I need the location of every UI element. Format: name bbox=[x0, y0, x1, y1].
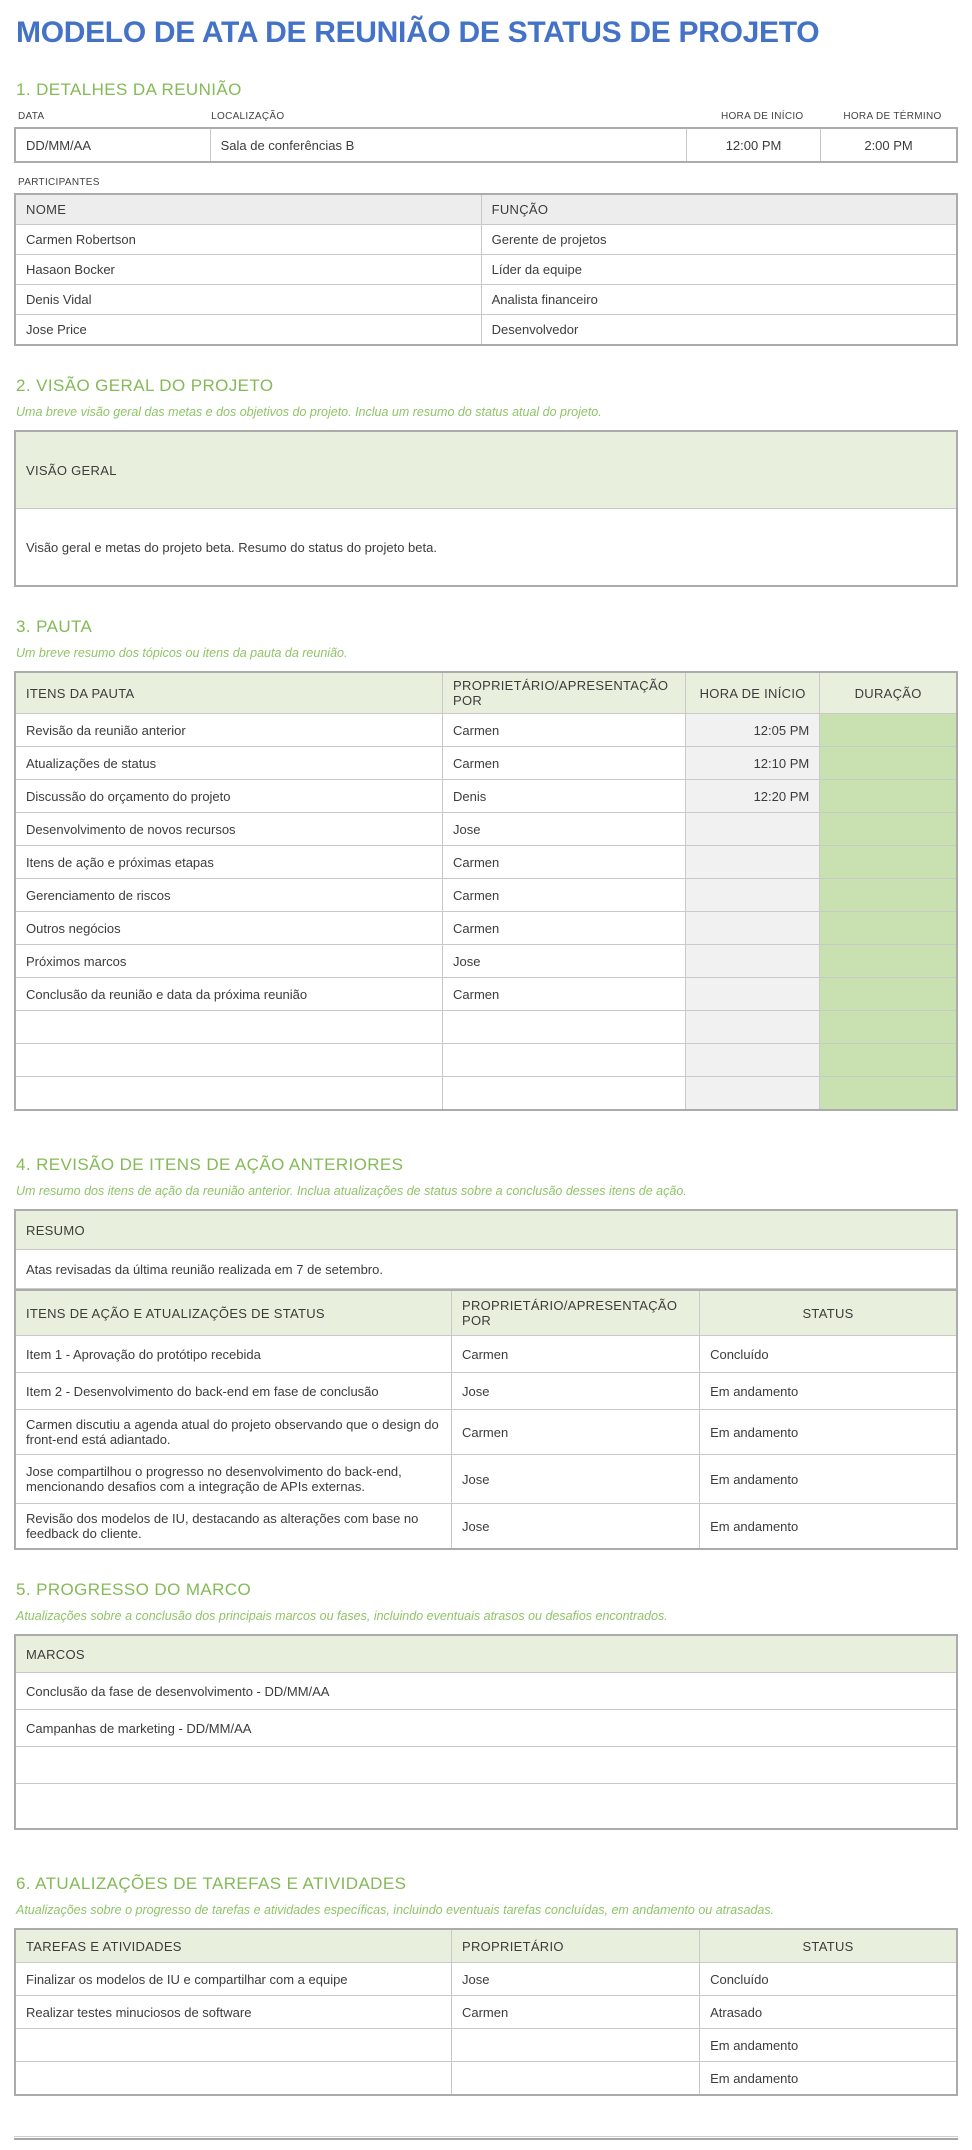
table-row bbox=[15, 2062, 957, 2096]
agenda-item bbox=[15, 1011, 443, 1044]
header-action-items: ITENS DE AÇÃO E ATUALIZAÇÕES DE STATUS bbox=[15, 1290, 451, 1336]
table-row bbox=[15, 255, 957, 285]
section-6-description: Atualizações sobre o progresso de tarefas e atividades específicas, incluindo eventuais tarefas concluídas, em andamento ou atrasadas. bbox=[16, 1903, 775, 1917]
date-cell: DD/MM/AA bbox=[15, 128, 210, 162]
section-action-items-review bbox=[14, 1155, 958, 1550]
action-owner: Carmen bbox=[451, 1410, 699, 1455]
header-start-time: HORA DE INÍCIO bbox=[686, 672, 820, 714]
agenda-start bbox=[686, 912, 820, 945]
agenda-start bbox=[686, 813, 820, 846]
action-items-table bbox=[14, 1289, 958, 1550]
action-status: Em andamento bbox=[700, 1504, 957, 1550]
action-item: Carmen discutiu a agenda atual do projeto observando que o design do front-end está adiantado. bbox=[15, 1410, 451, 1455]
agenda-item: Próximos marcos bbox=[15, 945, 443, 978]
table-header-row bbox=[15, 194, 957, 225]
action-item: Jose compartilhou o progresso no desenvolvimento do back-end, mencionando desafios com a integração de APIs externas. bbox=[15, 1455, 451, 1504]
section-meeting-details bbox=[14, 80, 958, 346]
label-start-time: HORA DE INÍCIO bbox=[720, 111, 804, 122]
details-column-labels bbox=[14, 109, 958, 124]
agenda-duration bbox=[820, 813, 957, 846]
task-owner: Jose bbox=[451, 1963, 699, 1996]
action-owner: Jose bbox=[451, 1373, 699, 1410]
summary-text-cell: Atas revisadas da última reunião realizada em 7 de setembro. bbox=[15, 1250, 957, 1289]
agenda-owner: Denis bbox=[443, 780, 686, 813]
section-agenda bbox=[14, 617, 958, 1111]
participant-name: Carmen Robertson bbox=[15, 225, 481, 255]
agenda-owner: Carmen bbox=[443, 978, 686, 1011]
table-row bbox=[15, 846, 957, 879]
table-row bbox=[15, 1011, 957, 1044]
table-row bbox=[15, 1673, 957, 1710]
page-title: MODELO DE ATA DE REUNIÃO DE STATUS DE PROJETO bbox=[16, 16, 820, 49]
agenda-owner bbox=[443, 1011, 686, 1044]
section-4-heading: 4. REVISÃO DE ITENS DE AÇÃO ANTERIORES bbox=[16, 1155, 404, 1174]
milestones-table bbox=[14, 1634, 958, 1830]
section-1-heading: 1. DETALHES DA REUNIÃO bbox=[16, 80, 242, 99]
agenda-duration bbox=[820, 1077, 957, 1111]
table-header-row bbox=[15, 1929, 957, 1963]
header-overview: VISÃO GERAL bbox=[15, 431, 957, 509]
table-row bbox=[15, 1710, 957, 1747]
table-header-row bbox=[15, 1210, 957, 1250]
agenda-item: Atualizações de status bbox=[15, 747, 443, 780]
action-owner: Jose bbox=[451, 1455, 699, 1504]
section-3-heading: 3. PAUTA bbox=[16, 617, 93, 636]
header-owner: PROPRIETÁRIO bbox=[451, 1929, 699, 1963]
table-row bbox=[15, 1077, 957, 1111]
agenda-item: Gerenciamento de riscos bbox=[15, 879, 443, 912]
agenda-item: Revisão da reunião anterior bbox=[15, 714, 443, 747]
section-project-overview bbox=[14, 376, 958, 587]
agenda-owner bbox=[443, 1077, 686, 1111]
agenda-start: 12:20 PM bbox=[686, 780, 820, 813]
agenda-duration bbox=[820, 1044, 957, 1077]
table-row bbox=[15, 1996, 957, 2029]
label-end-time: HORA DE TÉRMINO bbox=[843, 111, 942, 122]
table-row bbox=[15, 945, 957, 978]
action-status: Em andamento bbox=[700, 1455, 957, 1504]
action-status: Em andamento bbox=[700, 1373, 957, 1410]
header-owner: PROPRIETÁRIO/APRESENTAÇÃO POR bbox=[443, 672, 686, 714]
action-status: Concluído bbox=[700, 1336, 957, 1373]
milestone-cell: Conclusão da fase de desenvolvimento - DD/MM/AA bbox=[15, 1673, 957, 1710]
action-owner: Carmen bbox=[451, 1336, 699, 1373]
header-summary: RESUMO bbox=[15, 1210, 957, 1250]
agenda-item: Outros negócios bbox=[15, 912, 443, 945]
agenda-owner bbox=[443, 1044, 686, 1077]
table-row bbox=[15, 1044, 957, 1077]
table-row bbox=[15, 714, 957, 747]
header-milestones: MARCOS bbox=[15, 1635, 957, 1673]
table-row bbox=[15, 879, 957, 912]
table-row bbox=[15, 747, 957, 780]
table-row bbox=[15, 285, 957, 315]
agenda-item: Desenvolvimento de novos recursos bbox=[15, 813, 443, 846]
agenda-item: Conclusão da reunião e data da próxima reunião bbox=[15, 978, 443, 1011]
task-owner bbox=[451, 2062, 699, 2096]
task-owner bbox=[451, 2029, 699, 2062]
participant-role: Líder da equipe bbox=[481, 255, 957, 285]
section-2-description: Uma breve visão geral das metas e dos objetivos do projeto. Inclua um resumo do status atual do projeto. bbox=[16, 405, 602, 419]
header-role: FUNÇÃO bbox=[481, 194, 957, 225]
header-status: STATUS bbox=[700, 1290, 957, 1336]
participant-name: Denis Vidal bbox=[15, 285, 481, 315]
agenda-owner: Carmen bbox=[443, 714, 686, 747]
agenda-table bbox=[14, 671, 958, 1111]
agenda-item bbox=[15, 1077, 443, 1111]
table-row bbox=[15, 225, 957, 255]
agenda-duration bbox=[820, 780, 957, 813]
agenda-item: Discussão do orçamento do projeto bbox=[15, 780, 443, 813]
task-cell: Finalizar os modelos de IU e compartilhar com a equipe bbox=[15, 1963, 451, 1996]
task-cell bbox=[15, 2029, 451, 2062]
agenda-start bbox=[686, 945, 820, 978]
details-table bbox=[14, 127, 958, 163]
participants-table bbox=[14, 193, 958, 346]
agenda-start bbox=[686, 1077, 820, 1111]
participant-name: Jose Price bbox=[15, 315, 481, 346]
table-header-row bbox=[15, 1290, 957, 1336]
table-row bbox=[15, 315, 957, 346]
task-owner: Carmen bbox=[451, 1996, 699, 2029]
table-row bbox=[15, 978, 957, 1011]
table-row bbox=[15, 1250, 957, 1289]
agenda-duration bbox=[820, 912, 957, 945]
task-status: Atrasado bbox=[700, 1996, 957, 2029]
task-cell: Realizar testes minuciosos de software bbox=[15, 1996, 451, 2029]
table-row bbox=[15, 912, 957, 945]
agenda-start: 12:05 PM bbox=[686, 714, 820, 747]
agenda-owner: Carmen bbox=[443, 846, 686, 879]
label-date: DATA bbox=[18, 111, 45, 122]
bottom-divider-bar bbox=[14, 2138, 958, 2140]
table-row bbox=[15, 2029, 957, 2062]
agenda-owner: Jose bbox=[443, 945, 686, 978]
participant-role: Desenvolvedor bbox=[481, 315, 957, 346]
end-time-cell: 2:00 PM bbox=[821, 128, 957, 162]
header-owner: PROPRIETÁRIO/APRESENTAÇÃO POR bbox=[451, 1290, 699, 1336]
task-cell bbox=[15, 2062, 451, 2096]
section-4-description: Um resumo dos itens de ação da reunião anterior. Inclua atualizações de status sobre a conclusão desses itens de ação. bbox=[16, 1184, 687, 1198]
task-status: Em andamento bbox=[700, 2062, 957, 2096]
action-item: Item 1 - Aprovação do protótipo recebida bbox=[15, 1336, 451, 1373]
agenda-start bbox=[686, 1044, 820, 1077]
overview-text-cell: Visão geral e metas do projeto beta. Resumo do status do projeto beta. bbox=[15, 509, 957, 587]
agenda-start: 12:10 PM bbox=[686, 747, 820, 780]
action-owner: Jose bbox=[451, 1504, 699, 1550]
agenda-owner: Carmen bbox=[443, 879, 686, 912]
agenda-start bbox=[686, 879, 820, 912]
milestone-cell bbox=[15, 1747, 957, 1784]
header-agenda-items: ITENS DA PAUTA bbox=[15, 672, 443, 714]
agenda-owner: Carmen bbox=[443, 912, 686, 945]
overview-table bbox=[14, 430, 958, 587]
agenda-duration bbox=[820, 879, 957, 912]
agenda-owner: Carmen bbox=[443, 747, 686, 780]
agenda-duration bbox=[820, 846, 957, 879]
header-status: STATUS bbox=[700, 1929, 957, 1963]
section-5-description: Atualizações sobre a conclusão dos principais marcos ou fases, incluindo eventuais atrasos ou desafios encontrados. bbox=[16, 1609, 668, 1623]
participant-name: Hasaon Bocker bbox=[15, 255, 481, 285]
section-milestone-progress bbox=[14, 1580, 958, 1830]
agenda-start bbox=[686, 978, 820, 1011]
section-3-description: Um breve resumo dos tópicos ou itens da pauta da reunião. bbox=[16, 646, 348, 660]
table-row bbox=[15, 1784, 957, 1830]
table-row bbox=[15, 1373, 957, 1410]
participant-role: Analista financeiro bbox=[481, 285, 957, 315]
agenda-duration bbox=[820, 714, 957, 747]
table-header-row bbox=[15, 431, 957, 509]
section-5-heading: 5. PROGRESSO DO MARCO bbox=[16, 1580, 252, 1599]
action-item: Item 2 - Desenvolvimento do back-end em fase de conclusão bbox=[15, 1373, 451, 1410]
header-name: NOME bbox=[15, 194, 481, 225]
location-cell: Sala de conferências B bbox=[210, 128, 686, 162]
table-row bbox=[15, 1747, 957, 1784]
table-row bbox=[15, 1455, 957, 1504]
table-header-row bbox=[15, 1635, 957, 1673]
task-status: Em andamento bbox=[700, 2029, 957, 2062]
task-status: Concluído bbox=[700, 1963, 957, 1996]
table-row bbox=[15, 1336, 957, 1373]
table-row bbox=[15, 509, 957, 587]
section-6-heading: 6. ATUALIZAÇÕES DE TAREFAS E ATIVIDADES bbox=[16, 1874, 407, 1893]
participants-label: PARTICIPANTES bbox=[18, 177, 100, 188]
label-location: LOCALIZAÇÃO bbox=[211, 111, 285, 122]
section-2-heading: 2. VISÃO GERAL DO PROJETO bbox=[16, 376, 274, 395]
action-item: Revisão dos modelos de IU, destacando as alterações com base no feedback do cliente. bbox=[15, 1504, 451, 1550]
participant-role: Gerente de projetos bbox=[481, 225, 957, 255]
start-time-cell: 12:00 PM bbox=[686, 128, 820, 162]
agenda-duration bbox=[820, 945, 957, 978]
tasks-table bbox=[14, 1928, 958, 2096]
agenda-item bbox=[15, 1044, 443, 1077]
agenda-start bbox=[686, 846, 820, 879]
agenda-start bbox=[686, 1011, 820, 1044]
agenda-duration bbox=[820, 747, 957, 780]
agenda-item: Itens de ação e próximas etapas bbox=[15, 846, 443, 879]
milestone-cell: Campanhas de marketing - DD/MM/AA bbox=[15, 1710, 957, 1747]
milestone-cell bbox=[15, 1784, 957, 1830]
header-duration: DURAÇÃO bbox=[820, 672, 957, 714]
table-row bbox=[15, 128, 957, 162]
table-row bbox=[15, 813, 957, 846]
table-row bbox=[15, 1410, 957, 1455]
bottom-divider bbox=[14, 2136, 958, 2140]
section-task-updates bbox=[14, 1874, 958, 2096]
agenda-duration bbox=[820, 1011, 957, 1044]
table-row bbox=[15, 1963, 957, 1996]
header-tasks: TAREFAS E ATIVIDADES bbox=[15, 1929, 451, 1963]
summary-table bbox=[14, 1209, 958, 1289]
action-status: Em andamento bbox=[700, 1410, 957, 1455]
agenda-duration bbox=[820, 978, 957, 1011]
agenda-owner: Jose bbox=[443, 813, 686, 846]
table-header-row bbox=[15, 672, 957, 714]
table-row bbox=[15, 780, 957, 813]
table-row bbox=[15, 1504, 957, 1550]
